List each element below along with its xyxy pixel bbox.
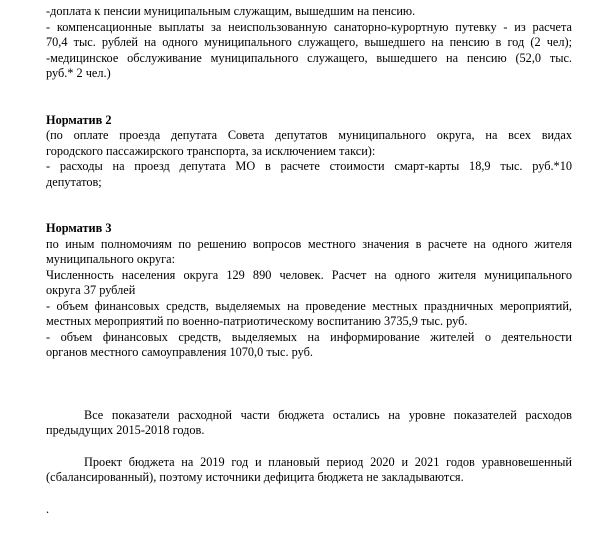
text-line: -доплата к пенсии муниципальным служащим, вышедшим на пенсию. — [46, 4, 416, 18]
text-line: депутатов; — [46, 174, 102, 189]
text-line: муниципального округа: — [46, 252, 176, 266]
norm-2-section — [46, 113, 572, 191]
summary-paragraph-2 — [46, 455, 572, 486]
text-line: Численность населения округа 129 890 человек. Расчет на одного жителя муниципального — [46, 267, 572, 282]
text-line: руб.* 2 чел.) — [46, 66, 111, 80]
text-line: 70,4 тыс. рублей на одного муниципального служащего, вышедшего на пенсию в год (2 чел); — [46, 35, 572, 49]
text-line: - объем финансовых средств, выделяемых на проведение местных праздничных мероприятий, — [46, 298, 572, 313]
text-line: -медицинское обслуживание муниципального служащего, вышедшего на пенсию (52,0 тыс. — [46, 50, 572, 65]
text-line: Все показатели расходной части бюджета остались на уровне показателей расходов — [84, 407, 572, 422]
text-line: (сбалансированный), поэтому источники дефицита бюджета не закладываются. — [46, 470, 464, 484]
text-line: (по оплате проезда депутата Совета депутатов муниципального округа, на всех видах — [46, 128, 572, 142]
text-line: предыдущих 2015-2018 годов. — [46, 423, 205, 437]
text-line: - расходы на проезд депутата МО в расчете стоимости смарт-карты 18,9 тыс. руб.*10 — [46, 159, 572, 173]
text-line: органов местного самоуправления 1070,0 тыс. руб. — [46, 345, 313, 359]
text-line: по иным полномочиям по решению вопросов местного значения в расчете на одного жителя — [46, 236, 572, 251]
trailing-dot: . — [46, 501, 50, 516]
text-line: городского пассажирского транспорта, за исключением такси): — [46, 143, 376, 158]
pension-expenses-block — [46, 4, 572, 82]
norm-3-title: Норматив 3 — [46, 221, 112, 235]
document-page — [46, 4, 572, 517]
norm-3-section — [46, 221, 572, 361]
text-line: округа 37 рублей — [46, 283, 136, 297]
text-line: Проект бюджета на 2019 год и плановый период 2020 и 2021 годов уравновешенный — [84, 454, 572, 469]
text-line: - объем финансовых средств, выделяемых на информирование жителей о деятельности — [46, 329, 572, 344]
norm-2-title: Норматив 2 — [46, 112, 112, 127]
text-line: местных мероприятий по военно-патриотическому воспитанию 3735,9 тыс. руб. — [46, 314, 468, 328]
text-line: - компенсационные выплаты за неиспользованную санаторно-курортную путевку - из расчета — [46, 19, 572, 34]
summary-paragraph-1 — [46, 408, 572, 439]
